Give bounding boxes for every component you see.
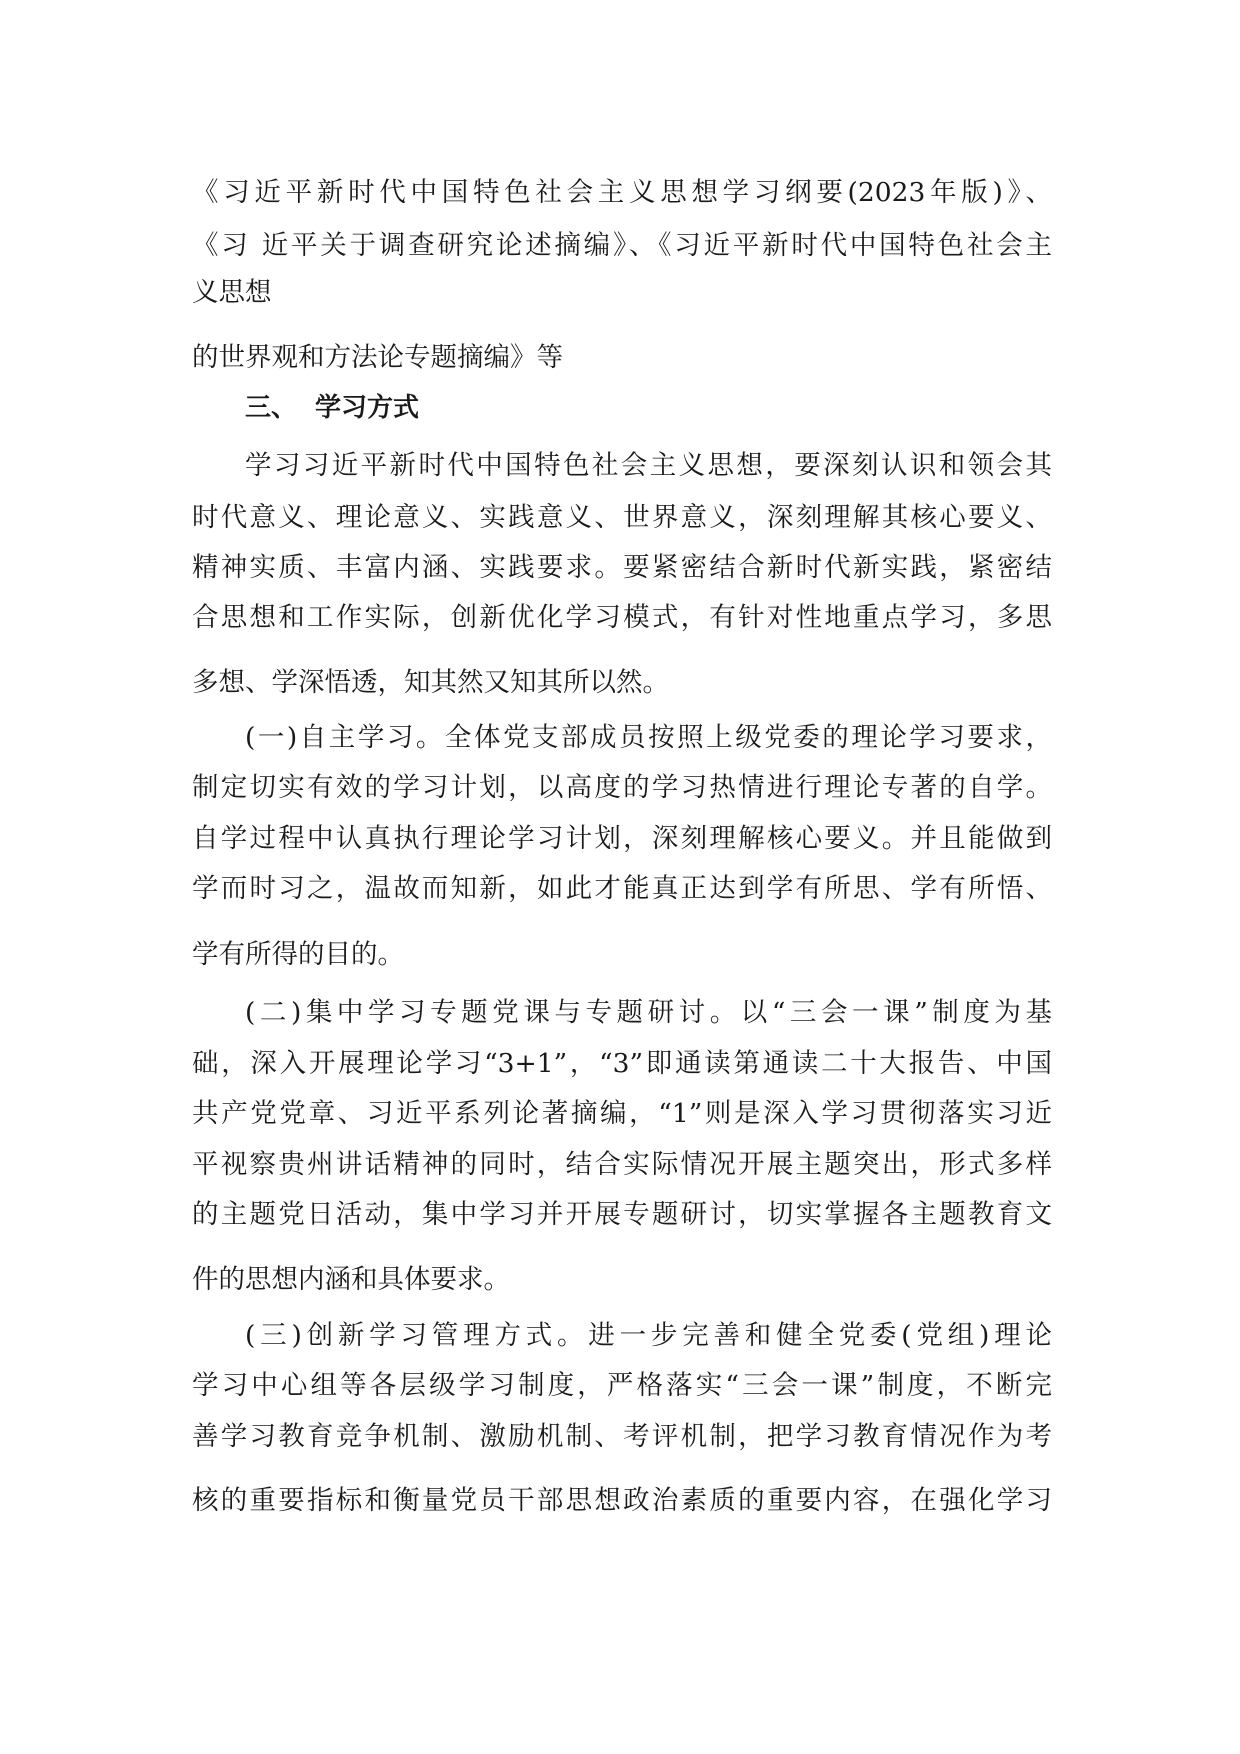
section-title: 学习方式: [315, 393, 420, 423]
paragraph-3-line-5: 的主题党日活动，集中学习并开展专题研讨，切实掌握各主题教育文: [192, 1199, 1052, 1230]
paragraph-1-line-1: 学习习近平新时代中国特色社会主义思想，要深刻认识和领会其: [245, 450, 1052, 481]
paragraph-2-line-4: 学而时习之，温故而知新，如此才能真正达到学有所思、学有所悟、: [192, 873, 1052, 904]
intro-line-3: 义思想: [192, 277, 272, 308]
paragraph-4-line-4: 核的重要指标和衡量党员干部思想政治素质的重要内容，在强化学习: [192, 1485, 1052, 1516]
section-heading: [245, 391, 419, 425]
intro-line-4: 的世界观和方法论专题摘编》等: [192, 342, 563, 373]
paragraph-3-line-2: 础，深入开展理论学习“3+1”，“3”即通读第通读二十大报告、中国: [192, 1048, 1052, 1079]
section-number: 三、: [245, 393, 298, 423]
paragraph-4-line-3: 善学习教育竞争机制、激励机制、考评机制，把学习教育情况作为考: [192, 1421, 1052, 1452]
paragraph-4-line-2: 学习中心组等各层级学习制度，严格落实“三会一课”制度，不断完: [192, 1370, 1052, 1401]
intro-line-1: 《习近平新时代中国特色社会主义思想学习纲要(2023年版)》、: [192, 177, 1052, 208]
paragraph-3-line-1: (二)集中学习专题党课与专题研讨。以“三会一课”制度为基: [245, 997, 1052, 1028]
paragraph-1-line-4: 合思想和工作实际，创新优化学习模式，有针对性地重点学习，多思: [192, 602, 1052, 633]
paragraph-2-line-2: 制定切实有效的学习计划，以高度的学习热情进行理论专著的自学。: [192, 772, 1052, 803]
paragraph-1-line-3: 精神实质、丰富内涵、实践要求。要紧密结合新时代新实践，紧密结: [192, 552, 1052, 583]
intro-line-2: 《习 近平关于调查研究论述摘编》、《习近平新时代中国特色社会主: [192, 230, 1052, 261]
paragraph-1-line-5: 多想、学深悟透，知其然又知其所以然。: [192, 667, 669, 698]
paragraph-4-line-1: (三)创新学习管理方式。进一步完善和健全党委(党组)理论: [245, 1320, 1052, 1351]
paragraph-1-line-2: 时代意义、理论意义、实践意义、世界意义，深刻理解其核心要义、: [192, 502, 1052, 533]
paragraph-2-line-1: (一)自主学习。全体党支部成员按照上级党委的理论学习要求，: [245, 722, 1052, 753]
paragraph-3-line-3: 共产党党章、习近平系列论著摘编，“1”则是深入学习贯彻落实习近: [192, 1098, 1052, 1129]
paragraph-3-line-4: 平视察贵州讲话精神的同时，结合实际情况开展主题突出，形式多样: [192, 1149, 1052, 1180]
paragraph-2-line-5: 学有所得的目的。: [192, 939, 404, 970]
paragraph-2-line-3: 自学过程中认真执行理论学习计划，深刻理解核心要义。并且能做到: [192, 823, 1052, 854]
paragraph-3-line-6: 件的思想内涵和具体要求。: [192, 1264, 510, 1295]
